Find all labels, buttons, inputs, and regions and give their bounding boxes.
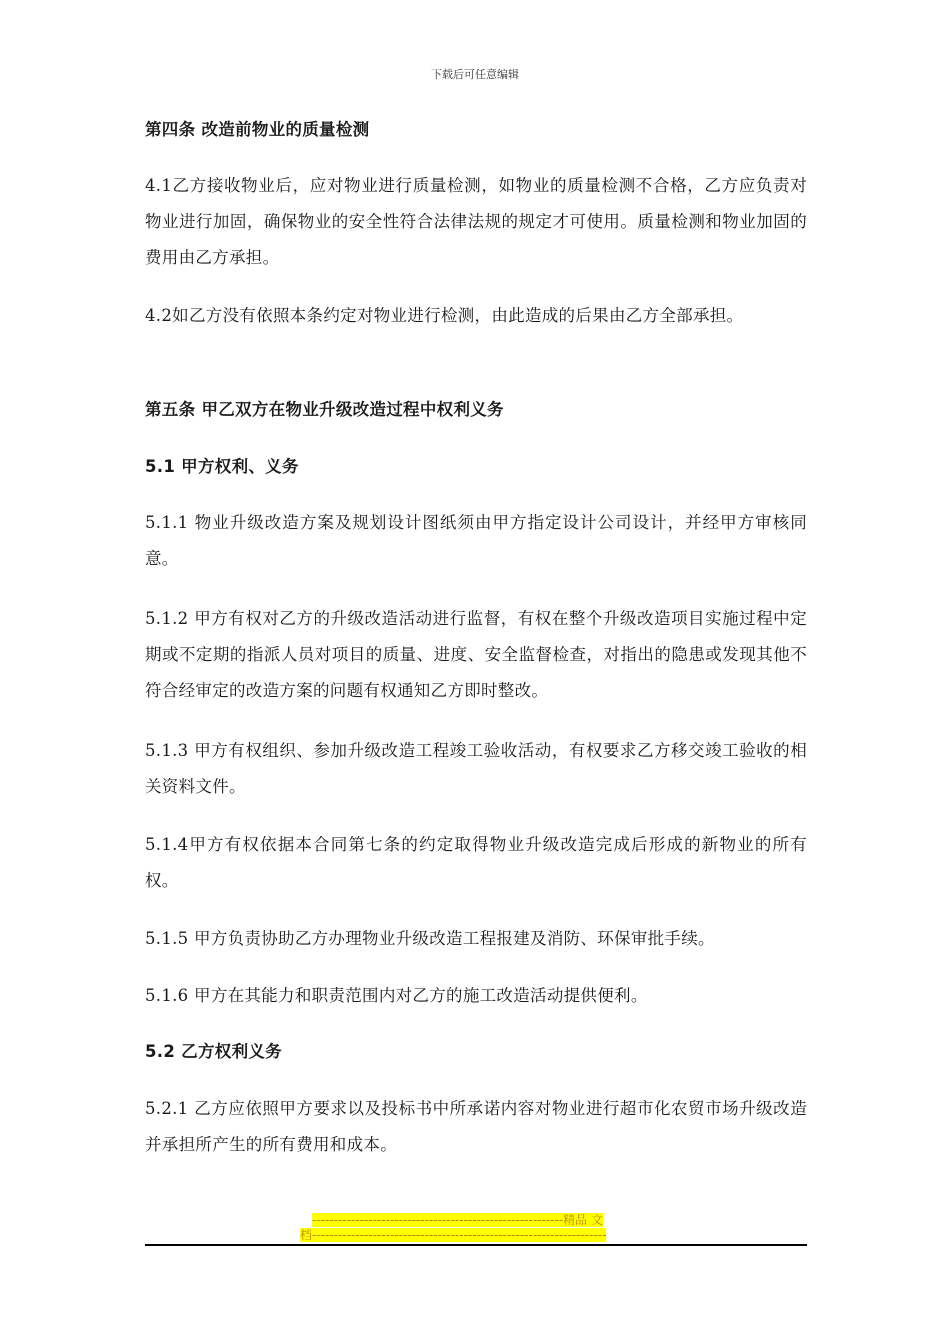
clause-5-1-1: 5.1.1 物业升级改造方案及规划设计图纸须由甲方指定设计公司设计，并经甲方审核同意。 xyxy=(145,513,807,568)
article-4-heading: 第四条 改造前物业的质量检测 xyxy=(145,120,370,139)
clause-4-1: 4.1乙方接收物业后，应对物业进行质量检测，如物业的质量检测不合格，乙方应负责对物业进行加固，确保物业的安全性符合法律法规的规定才可使用。质量检测和物业加固的费用由乙方承担。 xyxy=(145,176,807,267)
footer-line-2: 档-------------------------------------------------------------------- xyxy=(300,1228,607,1242)
clause-5-1-2: 5.1.2 甲方有权对乙方的升级改造活动进行监督，有权在整个升级改造项目实施过程中定期或不定期的指派人员对项目的质量、进度、安全监督检查，对指出的隐患或发现其他不符合经审定的改造方案的问题有权通知乙方即时整改。 xyxy=(145,609,807,700)
clause-5-1-4: 5.1.4甲方有权依据本合同第七条的约定取得物业升级改造完成后形成的新物业的所有权。 xyxy=(145,835,807,890)
footer-line-1: ----------------------------------------------------------精品 文 xyxy=(312,1213,603,1227)
footer-divider xyxy=(145,1244,807,1246)
clause-5-1-6: 5.1.6 甲方在其能力和职责范围内对乙方的施工改造活动提供便利。 xyxy=(145,986,648,1005)
article-5-heading: 第五条 甲乙双方在物业升级改造过程中权利义务 xyxy=(145,400,504,419)
clause-4-2: 4.2如乙方没有依照本条约定对物业进行检测，由此造成的后果由乙方全部承担。 xyxy=(145,306,744,325)
section-5-1-heading: 5.1 甲方权利、义务 xyxy=(145,457,299,476)
section-5-2-heading: 5.2 乙方权利义务 xyxy=(145,1042,282,1061)
clause-5-2-1: 5.2.1 乙方应依照甲方要求以及投标书中所承诺内容对物业进行超市化农贸市场升级改造并承担所产生的所有费用和成本。 xyxy=(145,1099,807,1154)
page-header: 下载后可任意编辑 xyxy=(431,68,519,81)
clause-5-1-5: 5.1.5 甲方负责协助乙方办理物业升级改造工程报建及消防、环保审批手续。 xyxy=(145,929,715,948)
clause-5-1-3: 5.1.3 甲方有权组织、参加升级改造工程竣工验收活动，有权要求乙方移交竣工验收的相关资料文件。 xyxy=(145,741,807,796)
